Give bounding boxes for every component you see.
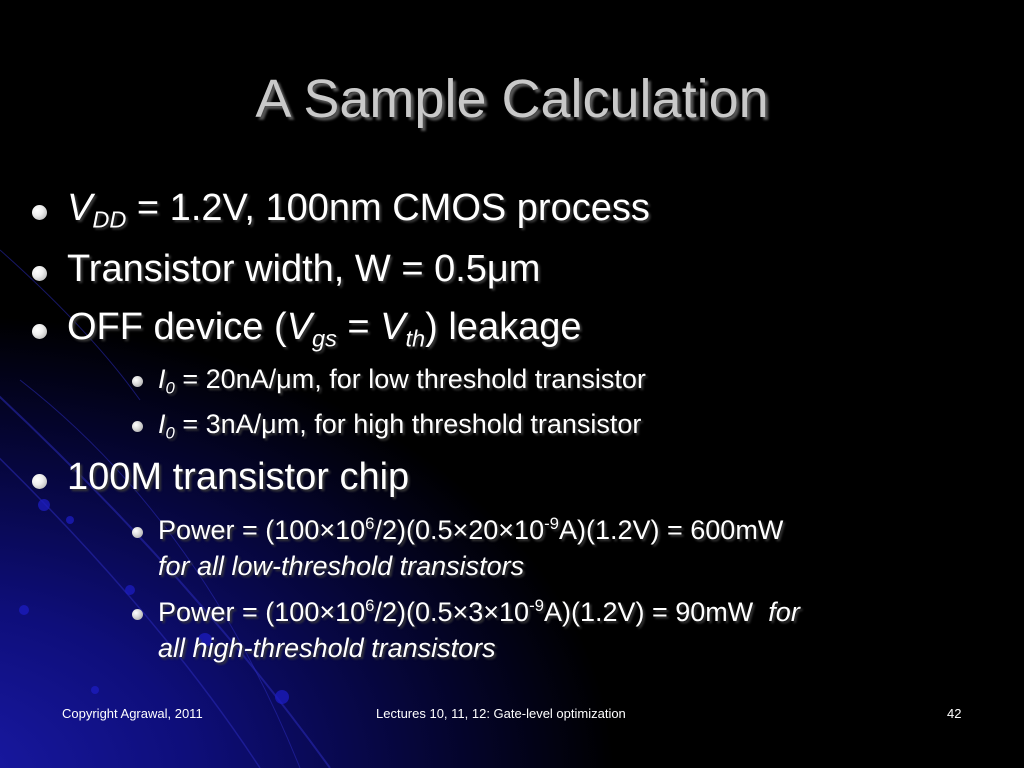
decor-dot <box>19 605 29 615</box>
off-pre: OFF device ( <box>67 306 287 348</box>
i0-high-symbol: I <box>158 409 166 439</box>
vdd-text: = 1.2V, 100nm CMOS process <box>126 187 650 229</box>
power-high-c: A)(1.2V) = 90mW <box>543 597 754 627</box>
off-eq: = <box>336 306 381 348</box>
power-high-a: Power = (100×10 <box>158 597 366 627</box>
bullet-dot-icon <box>132 421 143 432</box>
power-low-a: Power = (100×10 <box>158 515 366 545</box>
vdd-symbol: V <box>67 187 93 229</box>
decor-dot <box>66 516 74 524</box>
footer-lecture: Lectures 10, 11, 12: Gate-level optimization <box>376 706 626 721</box>
bullet-dot-icon <box>32 266 47 281</box>
i0-high-subscript: 0 <box>165 423 175 443</box>
power-high-tail: for <box>768 597 800 627</box>
i0-low-symbol: I <box>158 364 166 394</box>
off-vth-subscript: th <box>405 325 426 352</box>
decor-dot <box>91 686 99 694</box>
off-vgs-symbol: V <box>286 306 312 348</box>
power-high-b: /2)(0.5×3×10 <box>374 597 530 627</box>
bullet-dot-icon <box>132 527 143 538</box>
power-low-b: /2)(0.5×20×10 <box>374 515 545 545</box>
footer-copyright: Copyright Agrawal, 2011 <box>62 706 203 721</box>
power-low-sup2: -9 <box>544 513 559 533</box>
i0-high-text: = 3nA/μm, for high threshold transistor <box>174 409 642 439</box>
vdd-subscript: DD <box>92 206 127 233</box>
bullet-dot-icon <box>132 609 143 620</box>
off-post: ) leakage <box>425 306 582 348</box>
bullet-dot-icon <box>132 376 143 387</box>
power-high-line2: all high-threshold transistors <box>158 633 496 663</box>
bullet-dot-icon <box>32 474 47 489</box>
power-high-sup1: 6 <box>365 595 375 615</box>
i0-low-subscript: 0 <box>165 378 175 398</box>
power-low-line2: for all low-threshold transistors <box>158 551 525 581</box>
width-text: Transistor width, W = 0.5μm <box>67 248 541 290</box>
power-low-c: A)(1.2V) = 600mW <box>558 515 784 545</box>
power-high-sup2: -9 <box>529 595 544 615</box>
slide-title: A Sample Calculation <box>255 69 769 129</box>
decor-dot <box>38 499 50 511</box>
off-vth-symbol: V <box>380 306 406 348</box>
bullet-dot-icon <box>32 324 47 339</box>
decor-dot <box>125 585 135 595</box>
power-low-sup1: 6 <box>365 513 375 533</box>
footer-page-number: 42 <box>947 706 962 721</box>
chip-text: 100M transistor chip <box>67 456 410 498</box>
off-vgs-subscript: gs <box>311 325 337 352</box>
bullet-dot-icon <box>32 205 47 220</box>
i0-low-text: = 20nA/μm, for low threshold transistor <box>174 364 646 394</box>
decor-dot <box>275 690 289 704</box>
